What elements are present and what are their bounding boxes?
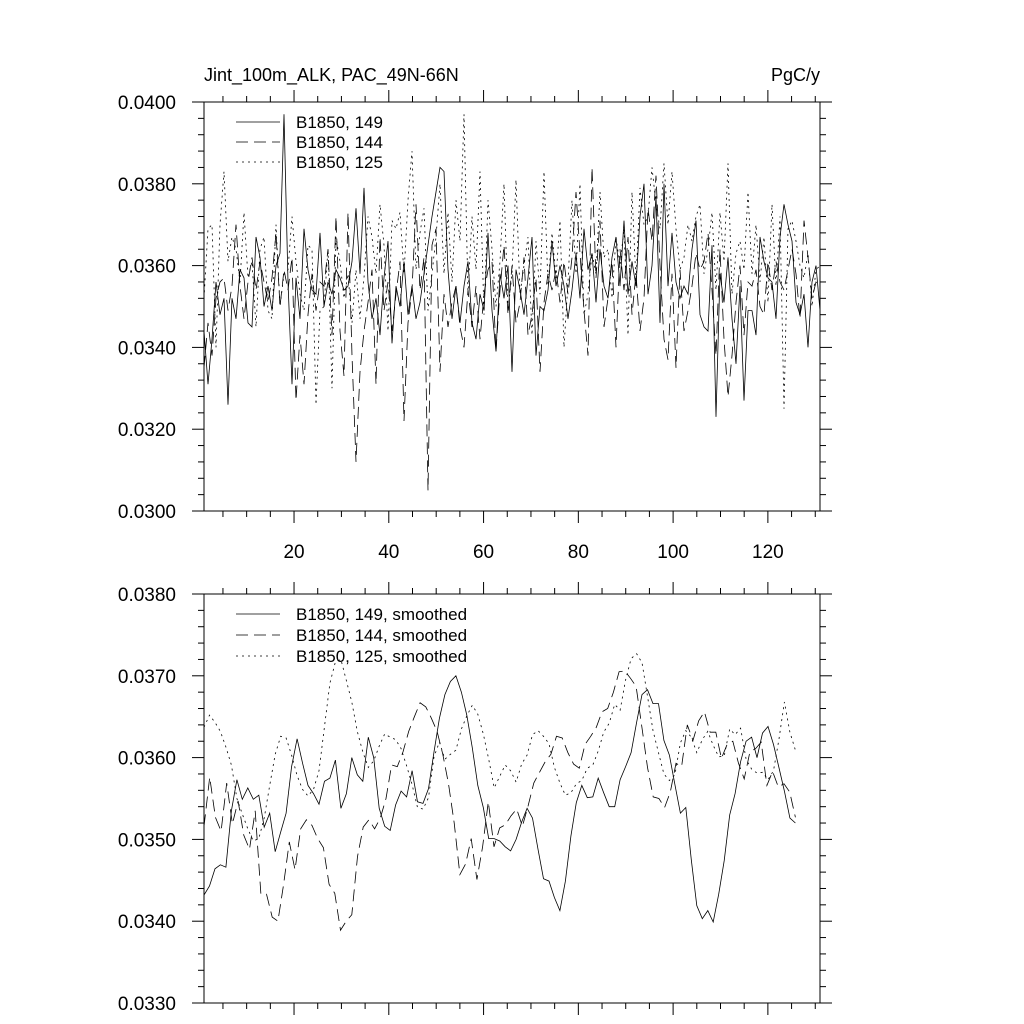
y-tick-label: 0.0330 — [117, 994, 176, 1015]
y-tick-label: 0.0360 — [117, 748, 176, 770]
x-tick-label: 120 — [752, 542, 784, 563]
series-line-3 — [204, 654, 795, 841]
y-tick-label: 0.0340 — [117, 912, 176, 934]
x-tick-label: 20 — [283, 542, 305, 563]
series-line-2 — [204, 167, 820, 490]
x-tick-label: 40 — [378, 542, 400, 563]
y-tick-label: 0.0320 — [117, 420, 176, 442]
y-tick-label: 0.0400 — [117, 93, 176, 114]
top-panel — [118, 90, 832, 563]
y-tick-label: 0.0380 — [117, 585, 176, 606]
y-tick-label: 0.0360 — [117, 256, 176, 278]
legend-label: B1850, 144, smoothed — [296, 626, 468, 645]
series-line-2 — [204, 671, 795, 930]
legend-label: B1850, 144 — [296, 133, 383, 152]
series-line-1 — [204, 676, 795, 922]
y-tick-label: 0.0380 — [117, 174, 176, 196]
bottom-panel — [118, 582, 832, 1015]
y-tick-label: 0.0350 — [117, 830, 176, 852]
legend-label: B1850, 149 — [296, 113, 383, 132]
x-tick-label: 60 — [472, 542, 495, 563]
legend-label: B1850, 149, smoothed — [296, 605, 468, 624]
y-tick-label: 0.0340 — [117, 338, 176, 360]
x-tick-label: 100 — [657, 542, 689, 563]
y-tick-label: 0.0370 — [117, 666, 176, 688]
units-label: PgC/y — [770, 65, 820, 85]
legend-label: B1850, 125, smoothed — [296, 647, 468, 666]
chart-title: Jint_100m_ALK, PAC_49N-66N — [204, 65, 459, 85]
x-tick-label: 80 — [567, 542, 589, 563]
legend-label: B1850, 125 — [296, 153, 383, 172]
y-tick-label: 0.0300 — [117, 502, 176, 523]
